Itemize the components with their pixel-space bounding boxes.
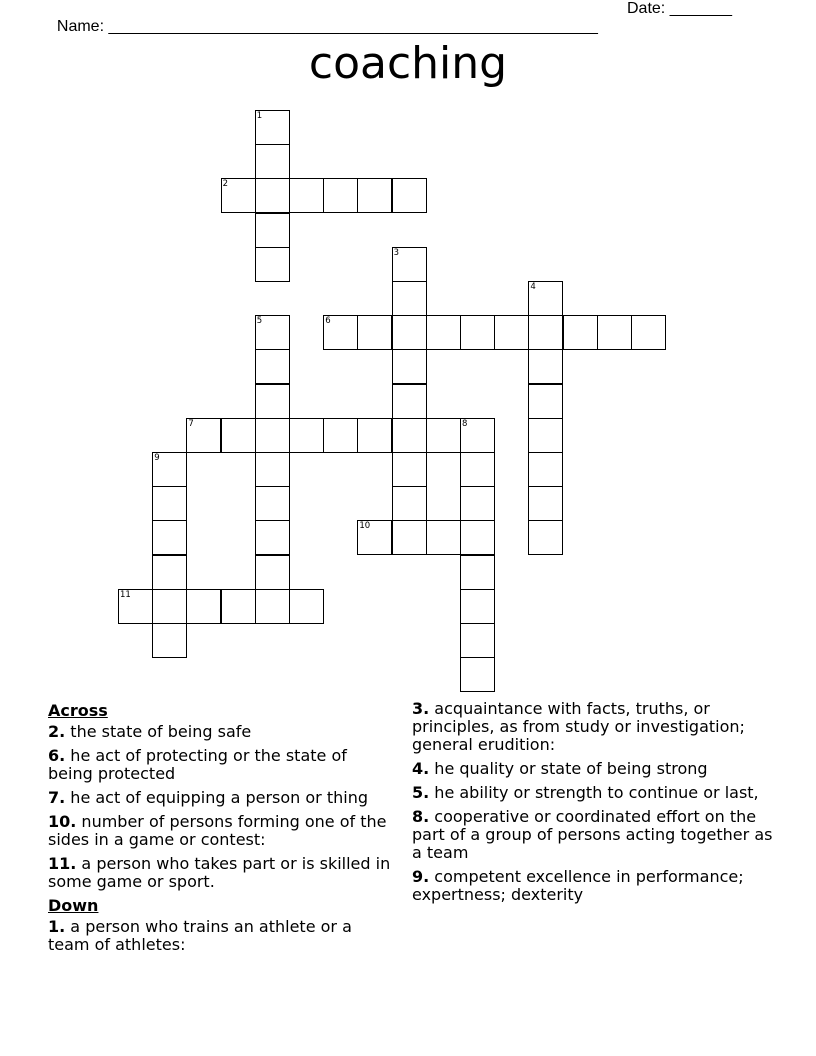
clue-number-label: 4	[530, 282, 536, 292]
crossword-cell[interactable]	[392, 418, 427, 453]
crossword-cell[interactable]	[186, 418, 221, 453]
crossword-cell[interactable]	[563, 315, 598, 350]
crossword-cell[interactable]	[323, 418, 358, 453]
crossword-cell[interactable]	[494, 315, 529, 350]
clue-number: 3.	[412, 699, 430, 718]
clue-number-label: 11	[120, 589, 131, 600]
crossword-cell[interactable]	[255, 349, 290, 384]
clue-item	[412, 700, 777, 754]
clue-text: he ability or strength to continue or last,	[429, 783, 759, 802]
date-field-label: Date: _______	[627, 0, 732, 17]
clue-number-label: 9	[154, 453, 160, 463]
crossword-cell[interactable]	[460, 520, 495, 555]
crossword-cell[interactable]	[255, 520, 290, 555]
crossword-cell[interactable]	[631, 315, 666, 350]
crossword-cell[interactable]	[221, 589, 256, 624]
clue-text: a person who trains an athlete or a team of athletes:	[48, 917, 352, 954]
clue-number-label: 7	[188, 418, 194, 429]
crossword-cell[interactable]	[255, 418, 290, 453]
crossword-cell[interactable]	[255, 384, 290, 419]
clue-number-label: 8	[462, 418, 468, 429]
clue-number: 7.	[48, 788, 66, 807]
clue-number: 6.	[48, 746, 66, 765]
clue-text: competent excellence in performance; expertness; dexterity	[412, 867, 744, 904]
clue-text: he act of protecting or the state of being protected	[48, 746, 347, 783]
clue-item	[48, 723, 393, 741]
clue-number: 2.	[48, 722, 66, 741]
crossword-cell[interactable]	[152, 452, 187, 487]
clue-text: he quality or state of being strong	[429, 759, 708, 778]
crossword-cell[interactable]	[255, 486, 290, 521]
crossword-cell[interactable]	[221, 178, 256, 213]
crossword-cell[interactable]	[392, 384, 427, 419]
crossword-cell[interactable]	[255, 555, 290, 590]
crossword-cell[interactable]	[152, 520, 187, 555]
crossword-cell[interactable]	[460, 418, 495, 453]
crossword-cell[interactable]	[255, 213, 290, 248]
across-heading: Across	[48, 701, 108, 720]
clue-number-label: 2	[222, 179, 229, 190]
clue-number: 5.	[412, 783, 430, 802]
crossword-cell[interactable]	[357, 520, 392, 555]
clues-left-column	[48, 700, 393, 960]
crossword-cell[interactable]	[357, 418, 392, 453]
clue-number-label: 3	[393, 247, 400, 258]
crossword-cell[interactable]	[460, 657, 495, 692]
clue-text: acquaintance with facts, truths, or principles, as from study or investigation; general erudition:	[412, 699, 745, 754]
clue-item	[412, 760, 777, 778]
crossword-cell[interactable]	[255, 452, 290, 487]
crossword-cell[interactable]	[392, 452, 427, 487]
crossword-cell[interactable]	[597, 315, 632, 350]
crossword-cell[interactable]	[392, 315, 427, 350]
crossword-cell[interactable]	[289, 589, 324, 624]
crossword-cell[interactable]	[289, 418, 324, 453]
clue-item	[412, 808, 777, 862]
clue-text: the state of being safe	[65, 722, 252, 741]
crossword-cell[interactable]	[392, 178, 427, 213]
crossword-cell[interactable]	[426, 520, 461, 555]
down-clue-list-left	[48, 918, 393, 954]
crossword-cell[interactable]	[528, 384, 563, 419]
crossword-cell[interactable]	[528, 349, 563, 384]
crossword-cell[interactable]	[528, 281, 563, 316]
clue-number-label: 1	[256, 111, 263, 121]
puzzle-title: coaching	[308, 38, 508, 89]
clue-item	[48, 747, 393, 783]
clue-item	[412, 868, 777, 904]
crossword-cell[interactable]	[528, 486, 563, 521]
crossword-cell[interactable]	[255, 178, 290, 213]
clue-number-label: 10	[359, 521, 371, 532]
clue-item	[48, 789, 393, 807]
clue-text: number of persons forming one of the sides in a game or contest:	[48, 812, 387, 849]
clue-number: 10.	[48, 812, 77, 831]
clue-number: 9.	[412, 867, 430, 886]
crossword-cell[interactable]	[255, 144, 290, 179]
crossword-cell[interactable]	[255, 315, 290, 350]
crossword-cell[interactable]	[357, 178, 392, 213]
clues-right-column	[412, 700, 777, 910]
clue-item	[48, 855, 393, 891]
crossword-cell[interactable]	[460, 486, 495, 521]
clue-text: cooperative or coordinated effort on the part of a group of persons acting together as a team	[412, 807, 773, 862]
clue-text: he act of equipping a person or thing	[65, 788, 368, 807]
crossword-cell[interactable]	[152, 623, 187, 658]
crossword-cell[interactable]	[528, 315, 563, 350]
clue-item	[412, 784, 777, 802]
crossword-cell[interactable]	[528, 418, 563, 453]
crossword-cell[interactable]	[255, 110, 290, 145]
crossword-cell[interactable]	[152, 486, 187, 521]
crossword-cell[interactable]	[426, 418, 461, 453]
crossword-cell[interactable]	[118, 589, 153, 624]
crossword-cell[interactable]	[289, 178, 324, 213]
crossword-cell[interactable]	[323, 315, 358, 350]
clue-number-label: 6	[325, 316, 331, 327]
clue-item	[48, 813, 393, 849]
clue-text: a person who takes part or is skilled in some game or sport.	[48, 854, 391, 891]
crossword-cell[interactable]	[528, 452, 563, 487]
down-clue-list-right	[412, 700, 777, 904]
crossword-cell[interactable]	[392, 247, 427, 282]
crossword-cell[interactable]	[460, 555, 495, 590]
crossword-cell[interactable]	[323, 178, 358, 213]
crossword-cell[interactable]	[392, 486, 427, 521]
clue-number: 4.	[412, 759, 430, 778]
down-heading: Down	[48, 896, 99, 915]
across-clue-list	[48, 723, 393, 891]
crossword-cell[interactable]	[460, 589, 495, 624]
crossword-cell[interactable]	[152, 555, 187, 590]
crossword-cell[interactable]	[221, 418, 256, 453]
crossword-cell[interactable]	[392, 281, 427, 316]
clue-number: 1.	[48, 917, 66, 936]
crossword-cell[interactable]	[152, 589, 187, 624]
crossword-cell[interactable]	[426, 315, 461, 350]
crossword-cell[interactable]	[528, 520, 563, 555]
name-field-label: Name: _______________________________________________________	[56, 18, 598, 35]
clue-number: 11.	[48, 854, 77, 873]
crossword-cell[interactable]	[255, 247, 290, 282]
clue-number-label: 5	[256, 316, 263, 327]
crossword-cell[interactable]	[186, 589, 221, 624]
crossword-cell[interactable]	[255, 589, 290, 624]
clue-number: 8.	[412, 807, 430, 826]
crossword-cell[interactable]	[460, 623, 495, 658]
crossword-cell[interactable]	[392, 520, 427, 555]
crossword-cell[interactable]	[460, 315, 495, 350]
crossword-cell[interactable]	[357, 315, 392, 350]
clue-item	[48, 918, 393, 954]
crossword-cell[interactable]	[460, 452, 495, 487]
crossword-cell[interactable]	[392, 349, 427, 384]
